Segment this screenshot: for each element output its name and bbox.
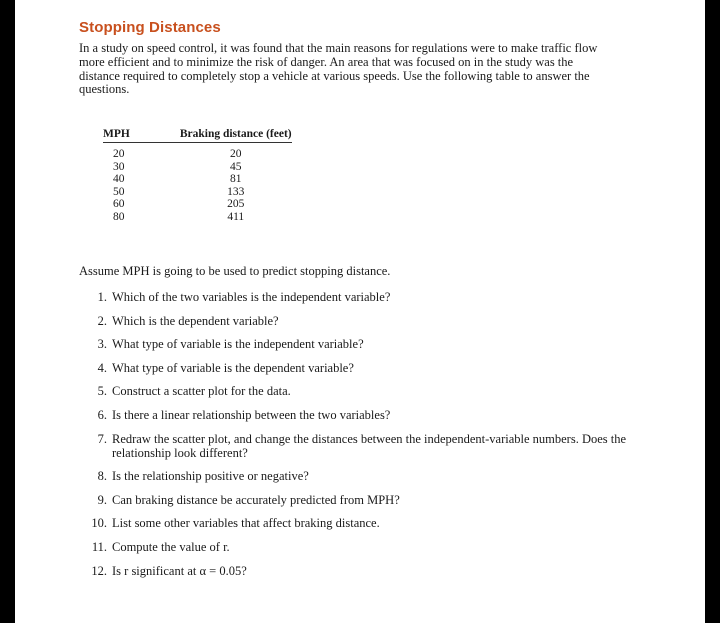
question-item	[89, 408, 629, 422]
question-item	[89, 432, 629, 460]
question-item	[89, 384, 629, 398]
mph-cell: 30	[113, 160, 125, 173]
distance-cell: 45	[229, 160, 242, 173]
question-text: Is r significant at α = 0.05?	[112, 563, 247, 578]
page-title: Stopping Distances	[79, 19, 221, 36]
question-text: Is there a linear relationship between the two variables?	[112, 407, 391, 422]
mph-cell: 50	[113, 185, 125, 198]
question-item	[89, 564, 629, 578]
question-number: 7.	[97, 431, 107, 446]
column-header-mph: MPH	[103, 128, 180, 143]
question-item	[89, 516, 629, 530]
question-number: 8.	[97, 469, 107, 484]
question-text: List some other variables that affect braking distance.	[112, 516, 380, 531]
distance-cell: 20	[229, 148, 242, 160]
question-text: Construct a scatter plot for the data.	[112, 384, 291, 399]
table-row	[103, 211, 292, 224]
distance-cell: 133	[227, 185, 245, 198]
mph-cell: 80	[113, 210, 125, 223]
question-number: 2.	[97, 313, 107, 328]
question-number: 4.	[97, 360, 107, 375]
distance-cell: 81	[229, 173, 242, 186]
question-number: 11.	[91, 539, 107, 554]
question-item	[89, 337, 629, 351]
question-number: 10.	[91, 516, 107, 531]
question-number: 5.	[97, 384, 107, 399]
question-text: Compute the value of r.	[112, 539, 230, 554]
question-item	[89, 290, 629, 304]
intro-paragraph: In a study on speed control, it was found that the main reasons for regulations were to make traffic flow more efficient and to minimize the risk of danger. An area that was focused on in the study was the distance required to completely stop a vehicle at various speeds. Use the following table to answer the questions.	[79, 41, 598, 97]
table-row	[103, 173, 292, 186]
question-number: 9.	[97, 492, 107, 507]
table-row	[103, 186, 292, 199]
distance-cell: 411	[227, 210, 245, 223]
question-text: Redraw the scatter plot, and change the distances between the independent-variable numbers. Does the relationship look different?	[112, 431, 627, 460]
mph-cell: 40	[113, 173, 125, 186]
question-item	[89, 361, 629, 375]
question-item	[89, 314, 629, 328]
question-item	[89, 493, 629, 507]
column-header-braking-distance: Braking distance (feet)	[180, 128, 292, 143]
table-row	[103, 161, 292, 174]
question-text: Can braking distance be accurately predicted from MPH?	[112, 492, 400, 507]
table-row	[103, 198, 292, 211]
question-number: 1.	[97, 290, 107, 304]
question-item	[89, 469, 629, 483]
question-list	[89, 290, 629, 587]
assumption-statement: Assume MPH is going to be used to predict stopping distance.	[79, 264, 391, 278]
mph-cell: 60	[113, 198, 125, 211]
mph-cell: 20	[113, 148, 125, 160]
question-number: 3.	[97, 337, 107, 352]
distance-cell: 205	[227, 198, 245, 211]
table-header-row	[103, 128, 292, 143]
question-number: 6.	[97, 407, 107, 422]
question-number: 12.	[91, 563, 107, 578]
document-page	[15, 0, 705, 623]
question-text: Which is the dependent variable?	[112, 313, 279, 328]
question-text: Which of the two variables is the independent variable?	[112, 290, 391, 304]
question-text: What type of variable is the independent variable?	[112, 337, 364, 352]
question-item	[89, 540, 629, 554]
question-text: What type of variable is the dependent variable?	[112, 360, 354, 375]
table-row	[103, 143, 292, 161]
speed-distance-table	[103, 128, 292, 224]
question-text: Is the relationship positive or negative?	[112, 469, 309, 484]
